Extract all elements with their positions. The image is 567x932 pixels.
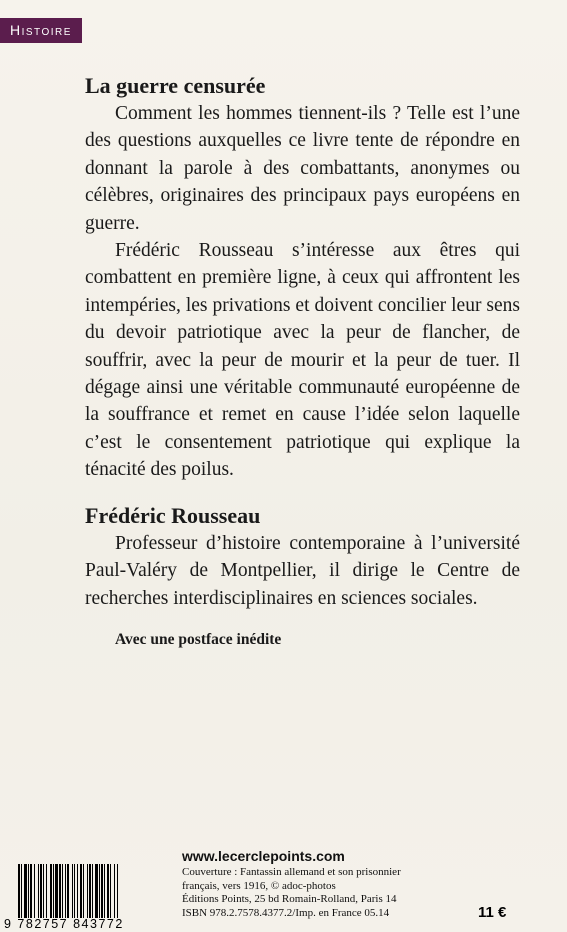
summary-paragraph-2: Frédéric Rousseau s’intéresse aux êtres qui combattent en première ligne, à ceux qui affrontent les intempéries, les privations et doivent concilier leur sens du devoir patriotique avec la peur de flancher, de souffrir, avec la peur de mourir et la peur de tuer. Il dégage ainsi une véritable communauté européenne de la souffrance et remet en cause l’idée selon laquelle c’est le consentement patriotique qui explique la ténacité des poilus. bbox=[85, 240, 520, 481]
barcode-bar bbox=[118, 864, 119, 918]
summary-paragraph-1: Comment les hommes tiennent-ils ? Telle est l’une des questions auxquelles ce livre tente de répondre en donnant la parole à des combattants, anonymes ou célèbres, originaires des principaux pays européens en guerre. bbox=[85, 103, 520, 234]
credit-line: ISBN 978.2.7578.4377.2/Imp. en France 05.14 bbox=[182, 906, 390, 919]
category-badge: Histoire bbox=[0, 18, 82, 43]
section-title-author: Frédéric Rousseau bbox=[85, 502, 261, 528]
credit-line: Éditions Points, 25 bd Romain-Rolland, Paris 14 bbox=[182, 893, 397, 905]
footer bbox=[0, 848, 567, 932]
barcode-digits: 9 782757 843772 bbox=[4, 917, 124, 931]
website-link[interactable]: www.lecerclepoints.com bbox=[182, 848, 345, 864]
barcode-bars bbox=[18, 864, 178, 918]
author-bio-paragraph: Professeur d’histoire contemporaine à l’université Paul-Valéry de Montpellier, il dirige le Centre de recherches interdisciplinaires en sciences sociales. bbox=[85, 532, 520, 609]
credits-block bbox=[182, 866, 442, 920]
summary-block bbox=[85, 72, 520, 650]
price-label: 11 € bbox=[478, 904, 507, 921]
postface-note: Avec une postface inédite bbox=[115, 630, 282, 648]
barcode bbox=[4, 864, 178, 931]
section-title-book: La guerre censurée bbox=[85, 73, 266, 98]
credit-line: Couverture : Fantassin allemand et son prisonnier bbox=[182, 866, 401, 878]
credit-line: français, vers 1916, © adoc-photos bbox=[182, 879, 336, 892]
